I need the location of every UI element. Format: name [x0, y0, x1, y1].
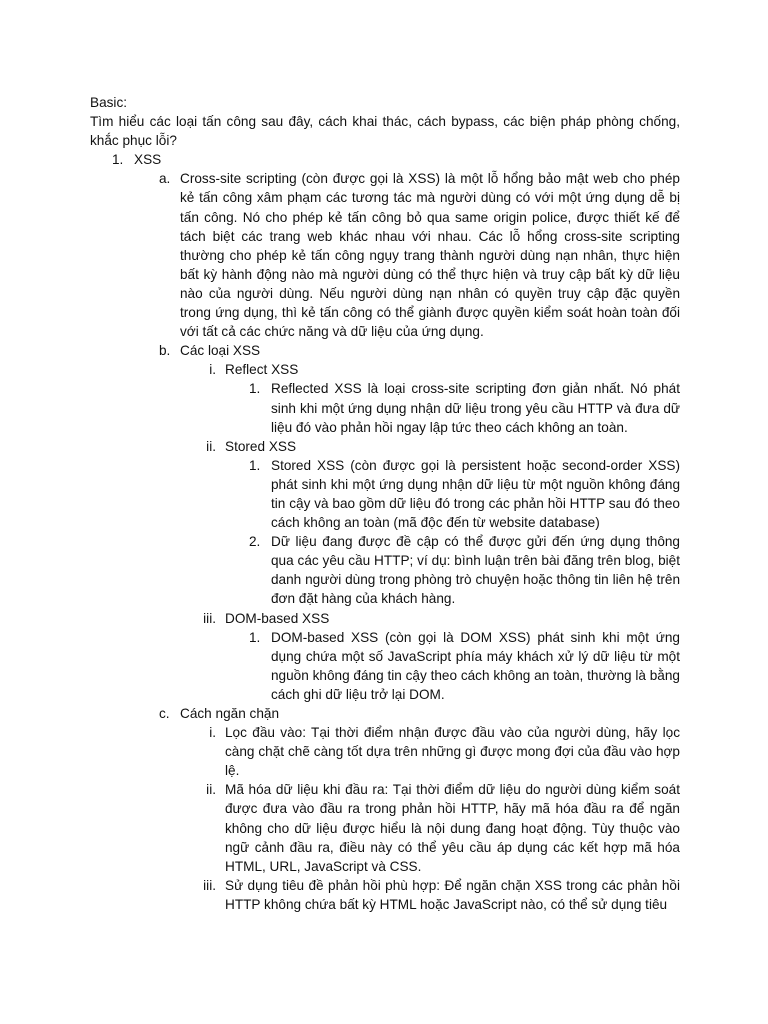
list-item-response-headers	[90, 876, 680, 914]
prevention-text: Sử dụng tiêu đề phản hồi phù hợp: Để ngăn chặn XSS trong các phản hồi HTTP không chứa bất kỳ HTML hoặc JavaScript nào, có thể sử dụng tiêu	[225, 877, 680, 912]
list-marker: 1.	[249, 381, 261, 397]
basic-label: Basic:	[90, 95, 128, 110]
list-item-definition	[90, 169, 680, 341]
list-item	[90, 628, 680, 704]
list-marker: iii.	[203, 877, 216, 893]
point-text: DOM-based XSS (còn gọi là DOM XSS) phát sinh khi một ứng dụng chứa một số JavaScript phía máy khách xử lý dữ liệu từ một nguồn không đáng tin cậy theo cách không an toàn, thường là bằng cách ghi dữ liệu trở lại DOM.	[271, 629, 680, 702]
subsection-title: Các loại XSS	[180, 343, 261, 359]
list-item	[90, 379, 680, 436]
list-item-dom-xss	[90, 609, 680, 628]
point-text: Stored XSS (còn được gọi là persistent hoặc second-order XSS) phát sinh khi một ứng dụng nhận dữ liệu từ một nguồn không đáng tin cậy và bao gồm dữ liệu đó trong các phản hồi HTTP sau đó theo cách không an toàn (mã độc đến từ website database)	[271, 457, 680, 531]
prevention-text: Lọc đầu vào: Tại thời điểm nhận được đầu vào của người dùng, hãy lọc càng chặt chẽ càng tốt dựa trên những gì được mong đợi của đầu vào hợp lệ.	[225, 725, 680, 779]
type-title: Stored XSS	[225, 438, 297, 454]
list-marker: 1.	[112, 152, 124, 168]
list-marker: 2.	[249, 534, 261, 550]
definition-text: Cross-site scripting (còn được gọi là XSS) là một lỗ hổng bảo mật web cho phép kẻ tấn công xâm phạm các tương tác mà người dùng có với một ứng dụng dễ bị tấn công. Nó cho phép kẻ tấn công bỏ qua same origin police, được thiết kế để tách biệt các trang web khác nhau với nhau. Các lỗ hổng cross-site scripting thường cho phép kẻ tấn công ngụy trang thành người dùng nạn nhân, thực hiện bất kỳ hành động nào mà người dùng có thể thực hiện và truy cập bất kỳ dữ liệu nào của người dùng. Nếu người dùng nạn nhân có quyền truy cập đặc quyền trong ứng dụng, thì kẻ tấn công có thể giành được quyền kiểm soát hoàn toàn đối với tất cả các chức năng và dữ liệu của ứng dụng.	[180, 171, 680, 340]
list-marker: 1.	[249, 457, 261, 473]
list-item-prevention	[90, 704, 680, 723]
type-title: DOM-based XSS	[225, 610, 330, 626]
intro-paragraph: Tìm hiểu các loại tấn công sau đây, cách khai thác, cách bypass, các biện pháp phòng chống, khắc phục lỗi?	[90, 114, 680, 149]
list-item	[90, 456, 680, 532]
prevention-text: Mã hóa dữ liệu khi đầu ra: Tại thời điểm dữ liệu do người dùng kiểm soát được đưa vào đầu ra trong phản hồi HTTP, hãy mã hóa đầu ra để ngăn không cho dữ liệu được hiểu là nội dung đang hoạt động. Tùy thuộc vào ngữ cảnh đầu ra, điều này có thể yêu cầu áp dụng các kết hợp mã hóa HTML, URL, JavaScript và CSS.	[225, 782, 680, 874]
list-marker: i.	[209, 725, 216, 741]
list-marker: i.	[209, 362, 216, 378]
list-marker: c.	[159, 706, 170, 721]
list-item-xss	[90, 150, 680, 169]
list-item-reflect-xss	[90, 360, 680, 379]
section-title: XSS	[134, 152, 162, 168]
type-title: Reflect XSS	[225, 362, 299, 378]
list-marker: ii.	[206, 438, 216, 454]
point-text: Dữ liệu đang được đề cập có thể được gửi đến ứng dụng thông qua các yêu cầu HTTP; ví dụ: bình luận trên bài đăng trên blog, biệt danh người dùng trong phòng trò chuyện hoặc thông tin liên hệ trên đơn đặt hàng của khách hàng.	[271, 534, 680, 607]
list-marker: b.	[159, 343, 171, 359]
list-item-input-filtering	[90, 723, 680, 780]
list-marker: a.	[159, 171, 171, 187]
subsection-title: Cách ngăn chặn	[180, 706, 280, 721]
list-marker: iii.	[203, 610, 216, 626]
list-item	[90, 532, 680, 608]
list-item-xss-types	[90, 341, 680, 360]
list-item-stored-xss	[90, 437, 680, 456]
list-item-output-encoding	[90, 780, 680, 875]
list-marker: ii.	[206, 782, 216, 798]
point-text: Reflected XSS là loại cross-site scripting đơn giản nhất. Nó phát sinh khi một ứng dụng nhận dữ liệu trong yêu cầu HTTP và đưa dữ liệu đó vào phản hồi ngay lập tức theo cách không an toàn.	[271, 381, 680, 435]
document-body	[90, 93, 680, 914]
list-marker: 1.	[249, 629, 261, 645]
